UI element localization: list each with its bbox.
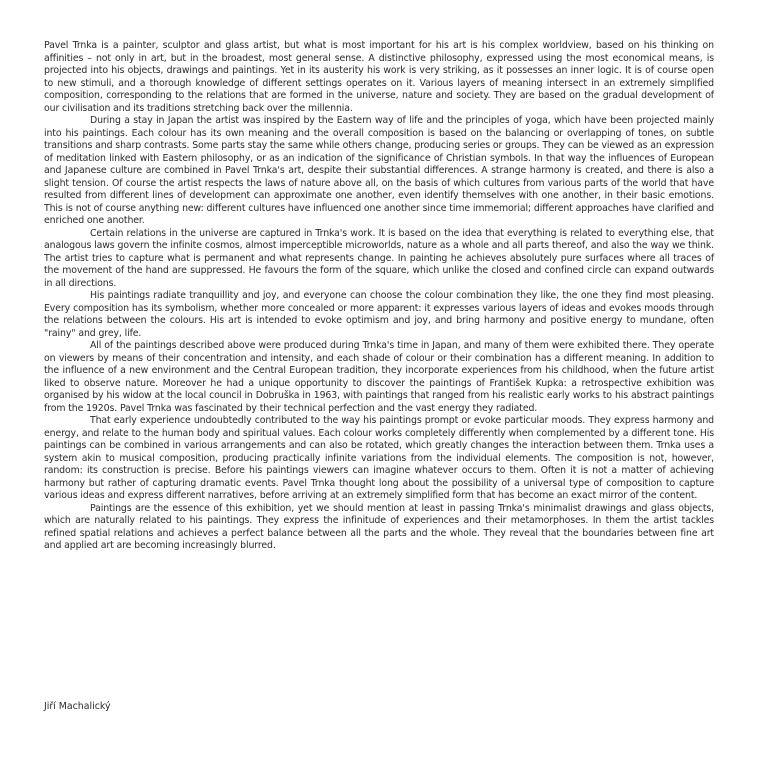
paragraph-2: During a stay in Japan the artist was inspired by the Eastern way of life and the principles of yoga, which have been projected mainly into his paintings. Each colour has its own meaning and the overall composition is based on the balancing or overlapping of tones, on subtle transitions and sharp contrasts. Some parts stay the same while others change, producing series or groups. They can be viewed as an expression of meditation linked with Eastern philosophy, or as an indication of the significance of Christian symbols. In that way the influences of European and Japanese culture are combined in Pavel Trnka's art, despite their substantial differences. A strange harmony is created, and there is also a slight tension. Of course the artist respects the laws of nature above all, on the basis of which cultures from various parts of the world that have resulted from different lines of development can approximate one another, even identify themselves with one another, in their basic emotions. This is not of course anything new: different cultures have influenced one another since time immemorial; different approaches have clarified and enriched one another. — [44, 115, 714, 226]
paragraph-4: His paintings radiate tranquillity and joy, and everyone can choose the colour combination they like, the one they find most pleasing. Every composition has its symbolism, whether more concealed or more apparent: it expresses various layers of ideas and evokes moods through the relations between the colours. His art is intended to evoke optimism and joy, and bring harmony and positive energy to mundane, often "rainy" and grey, life. — [44, 290, 714, 339]
paragraph-3: Certain relations in the universe are captured in Trnka's work. It is based on the idea that everything is related to everything else, that analogous laws govern the infinite cosmos, almost imperceptible microworlds, nature as a whole and all parts thereof, and also the way we think. The artist tries to capture what is permanent and what represents change. In painting he achieves absolutely pure surfaces where all traces of the movement of the hand are suppressed. He favours the form of the square, which unlike the closed and confined circle can expand outwards in all directions. — [44, 227, 714, 289]
paragraph-7: Paintings are the essence of this exhibition, yet we should mention at least in passing Trnka's minimalist drawings and glass objects, which are naturally related to his paintings. They express the infinitude of experiences and their metamorphoses. In them the artist tackles refined spatial relations and achieves a perfect balance between all the parts and the whole. They reveal that the boundaries between fine art and applied art are becoming increasingly blurred. — [44, 502, 714, 551]
paragraph-6: That early experience undoubtedly contributed to the way his paintings prompt or evoke particular moods. They express harmony and energy, and relate to the human body and spiritual values. Each colour works completely differently when complemented by a different tone. His paintings can be combined in various arrangements and can also be rotated, which greatly changes the interaction between them. Trnka uses a system akin to musical composition, producing practically infinite variations from the individual elements. The composition is not, however, random: its construction is precise. Before his paintings viewers can imagine whatever occurs to them. Often it is not a matter of achieving harmony but rather of capturing dramatic events. Pavel Trnka thought long about the possibility of a universal type of composition to capture various ideas and express different narratives, before arriving at an extremely simplified form that has become an exact mirror of the content. — [44, 415, 714, 501]
paragraph-5: All of the paintings described above were produced during Trnka's time in Japan, and many of them were exhibited there. They operate on viewers by means of their concentration and intensity, and each shade of colour or their combination has a different meaning. In addition to the influence of a new environment and the Central European tradition, they incorporate experiences from his childhood, when the future artist liked to observe nature. Moreover he had a unique opportunity to discover the paintings of František Kupka: a retrospective exhibition was organised by his widow at the local council in Dobruška in 1963, with paintings that ranged from his realistic early works to his abstract paintings from the 1920s. Pavel Trnka was fascinated by their technical perfection and the vast energy they radiated. — [44, 340, 714, 414]
article-body — [44, 40, 714, 553]
author-signature: Jiří Machalický — [44, 701, 111, 712]
paragraph-1: Pavel Trnka is a painter, sculptor and glass artist, but what is most important for his art is his complex worldview, based on his thinking on affinities – not only in art, but in the broadest, most general sense. A distinctive philosophy, expressed using the most economical means, is projected into his objects, drawings and paintings. Yet in its austerity his work is very striking, as it possesses an inner logic. It is of course open to new stimuli, and a thorough knowledge of different settings operates on it. Various layers of meaning intersect in an extremely simplified composition, corresponding to the relations that are formed in the universe, nature and society. They are based on the gradual development of our civilisation and its traditions stretching back over the millennia. — [44, 40, 714, 114]
